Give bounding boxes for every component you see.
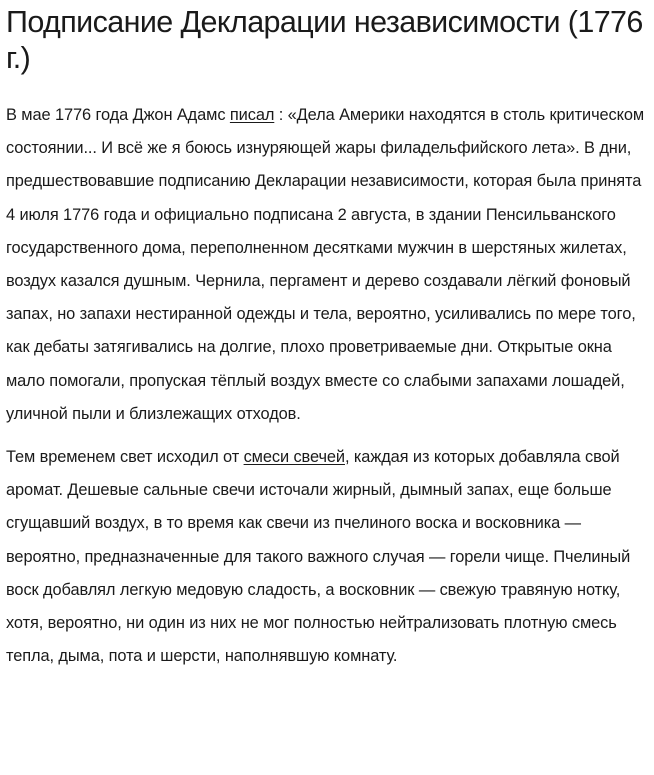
paragraph-1-text-end: : «Дела Америки находятся в столь критическом состоянии... И всё же я боюсь изнуряющей жары филадельфийского лета». В дни, предшествовавшие подписанию Декларации независимости, которая была принята 4 июля 1776 года и официально подписана 2 августа, в здании Пенсильванского государственного дома, переполненном десятками мужчин в шерстяных жилетах, воздух казался душным. Чернила, пергамент и дерево создавали лёгкий фоновый запах, но запахи нестиранной одежды и тела, вероятно, усиливались по мере того, как дебаты затягивались на долгие, плохо проветриваемые дни. Открытые окна мало помогали, пропуская тёплый воздух вместе со слабыми запахами лошадей, уличной пыли и близлежащих отходов.	[6, 106, 645, 423]
candle-mix-link[interactable]: смеси свечей	[243, 448, 345, 467]
paragraph-1	[6, 99, 650, 431]
paragraph-2-text-start: Тем временем свет исходил от	[6, 448, 244, 467]
paragraph-1-text-start: В мае 1776 года Джон Адамс	[6, 106, 230, 124]
article	[6, 4, 650, 673]
wrote-link[interactable]: писал	[229, 106, 275, 124]
article-title: Подписание Декларации независимости (1776 г.)	[6, 5, 643, 75]
paragraph-2-text-end: , каждая из которых добавляла свой аромат. Дешевые сальные свечи источали жирный, дымный запах, еще больше сгущавший воздух, в то время как свечи из пчелиного воска и восковника — вероятно, предназначенные для такого важного случая — горели чище. Пчелиный воск добавлял легкую медовую сладость, а восковник — свежую травяную нотку, хотя, вероятно, ни один из них не мог полностью нейтрализовать плотную смесь тепла, дыма, пота и шерсти, наполнявшую комнату.	[6, 448, 631, 666]
paragraph-2	[6, 441, 650, 673]
